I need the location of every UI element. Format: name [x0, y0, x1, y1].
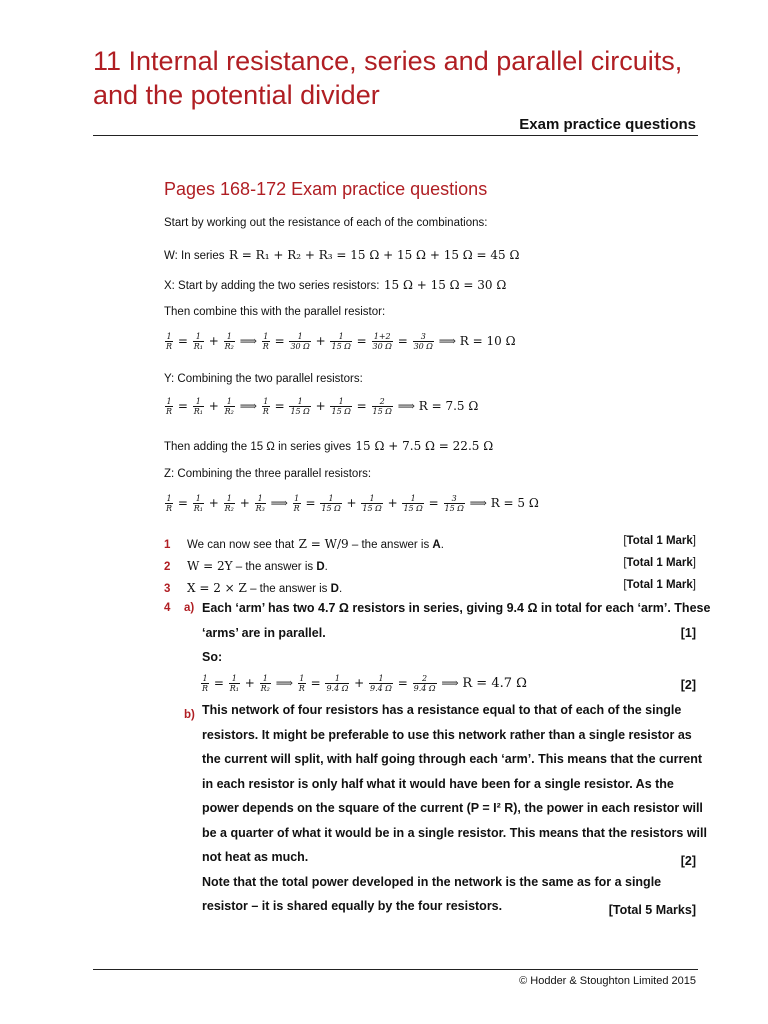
- y-text: Y: Combining the two parallel resistors:: [164, 373, 363, 385]
- fraction: $\frac{1}{15 \Omega}$: [331, 332, 351, 351]
- fraction: $\frac{2}{15 \Omega}$: [372, 397, 392, 416]
- answer-expression: X = 2 × Z: [187, 581, 247, 595]
- mark-total: [Total 1 Mark]: [623, 579, 696, 591]
- x-expression: 15 Ω + 15 Ω = 30 Ω: [383, 278, 507, 292]
- fraction: $\frac{1}{\text{R₂}}$: [260, 674, 270, 693]
- answer-letter: D: [316, 561, 325, 573]
- fraction: $\frac{1}{R}$: [298, 674, 305, 693]
- q4b-paragraph: [202, 703, 707, 924]
- mark-total: [Total 1 Mark]: [623, 557, 696, 569]
- paragraph-line: power depends on the square of the current (P = I² R), the power in each resistor will: [202, 801, 703, 815]
- fraction: $\frac{1+2}{30 \Omega}$: [372, 332, 392, 351]
- paragraph-line: be a quarter of what it would be in a single resistor. This means that the resistors will: [202, 825, 707, 840]
- equation-result: R = 5 Ω: [490, 496, 539, 510]
- fraction: $\frac{1}{9.4 \Omega}$: [326, 674, 349, 693]
- paragraph-line: not heat as much.: [202, 850, 309, 864]
- question-number: 2: [164, 561, 171, 573]
- question-number: 1: [164, 539, 171, 551]
- paragraph-line: the current will split, with half going through each ‘arm’. This means that the current: [202, 752, 703, 766]
- mark-total: [Total 1 Mark]: [623, 535, 696, 547]
- header-rule: [93, 135, 698, 136]
- answer-1: 1 We can now see that Z = W/9 – the answer is A.: [164, 537, 444, 551]
- paragraph-line: This network of four resistors has a resistance equal to that of each of the single: [202, 703, 682, 717]
- answer-2: 2 W = 2Y – the answer is D.: [164, 559, 328, 573]
- mark-2: [2]: [680, 678, 696, 692]
- fraction: $\frac{1}{\text{R₂}}$: [224, 332, 234, 351]
- section-title: Pages 168-172 Exam practice questions: [164, 179, 488, 199]
- question-number-4: 4: [164, 602, 171, 614]
- fraction: $\frac{1}{\text{R₂}}$: [224, 397, 234, 416]
- equation-x: $\frac{1}{R}$ = $\frac{1}{\text{R₁}}$ + $\frac{1}{\text{R₂}}$ ⟹ $\frac{1}{R}$ = $\frac{1}{30 \Omega}$ + $\frac{1}{15 \Omega}$ = $\frac{1+2}{30 \Omega}$ = $\frac{3}{30 \Omega}$ ⟹ R = 10 Ω: [166, 332, 516, 351]
- answer-expression: W = 2Y: [187, 559, 233, 573]
- equation-result: R = 7.5 Ω: [418, 399, 479, 413]
- equation-result: R = 4.7 Ω: [462, 676, 527, 691]
- fraction: $\frac{1}{\text{R₁}}$: [193, 494, 203, 513]
- fraction: $\frac{1}{R}$: [262, 332, 269, 351]
- paragraph-line: in each resistor is only half what it would have been for a single resistor. As the: [202, 776, 674, 791]
- fraction: $\frac{1}{\text{R₁}}$: [193, 397, 203, 416]
- series-label: Then adding the 15 Ω in series gives: [164, 441, 351, 453]
- combine-text: Then combine this with the parallel resistor:: [164, 306, 386, 318]
- series-expression: 15 Ω + 7.5 Ω = 22.5 Ω: [355, 439, 494, 453]
- x-label: X: Start by adding the two series resistors:: [164, 280, 380, 292]
- fraction: $\frac{1}{\text{R₂}}$: [224, 494, 234, 513]
- fraction: $\frac{3}{30 \Omega}$: [413, 332, 433, 351]
- fraction: $\frac{1}{15 \Omega}$: [362, 494, 382, 513]
- intro-text: Start by working out the resistance of each of the combinations:: [164, 217, 488, 229]
- fraction: $\frac{1}{R}$: [166, 397, 173, 416]
- answer-letter: D: [330, 583, 339, 595]
- fraction: $\frac{1}{9.4 \Omega}$: [370, 674, 392, 693]
- fraction: $\frac{1}{R}$: [166, 494, 173, 513]
- fraction: $\frac{1}{R}$: [262, 397, 269, 416]
- fraction: $\frac{1}{15 \Omega}$: [290, 397, 310, 416]
- w-expression: R = R₁ + R₂ + R₃ = 15 Ω + 15 Ω + 15 Ω = 45 Ω: [228, 248, 520, 262]
- q4a-line-2: ‘arms’ are in parallel.: [202, 626, 326, 640]
- mark-1: [1]: [680, 626, 696, 640]
- answer-letter: A: [432, 539, 441, 551]
- so-text: So:: [202, 650, 223, 664]
- series-line: [164, 437, 493, 455]
- header-subtitle: Exam practice questions: [519, 116, 696, 133]
- fraction: $\frac{1}{\text{R₁}}$: [193, 332, 203, 351]
- fraction: $\frac{1}{R}$: [166, 332, 173, 351]
- part-b-label: b): [184, 709, 195, 721]
- paragraph-line: resistor – it is shared equally by the four resistors.: [202, 899, 503, 913]
- fraction: $\frac{1}{15 \Omega}$: [403, 494, 423, 513]
- copyright: © Hodder & Stoughton Limited 2015: [519, 975, 696, 987]
- x-line: [164, 276, 506, 294]
- q4a-line-1: Each ‘arm’ has two 4.7 Ω resistors in series, giving 9.4 Ω in total for each ‘arm’. These: [202, 601, 711, 615]
- equation-q4a: $\frac{1}{R}$ = $\frac{1}{\text{R₁}}$ + $\frac{1}{\text{R₂}}$ ⟹ $\frac{1}{R}$ = $\frac{1}{9.4 \Omega}$ + $\frac{1}{9.4 \Omega}$ = $\frac{2}{9.4 \Omega}$ ⟹ R = 4.7 Ω: [202, 674, 527, 693]
- fraction: $\frac{3}{15 \Omega}$: [444, 494, 464, 513]
- fraction: $\frac{1}{\text{R₁}}$: [229, 674, 239, 693]
- equation-z: $\frac{1}{R}$ = $\frac{1}{\text{R₁}}$ + $\frac{1}{\text{R₂}}$ + $\frac{1}{\text{R₃}}$ ⟹ $\frac{1}{R}$ = $\frac{1}{15 \Omega}$ + $\frac{1}{15 \Omega}$ + $\frac{1}{15 \Omega}$ = $\frac{3}{15 \Omega}$ ⟹ R = 5 Ω: [166, 494, 539, 513]
- fraction: $\frac{2}{9.4 \Omega}$: [413, 674, 436, 693]
- answer-3: 3 X = 2 × Z – the answer is D.: [164, 581, 343, 595]
- fraction: $\frac{1}{R}$: [293, 494, 300, 513]
- footer-rule: [93, 969, 698, 970]
- fraction: $\frac{1}{R}$: [202, 674, 209, 693]
- part-a-label: a): [184, 602, 195, 614]
- chapter-title: 11 Internal resistance, series and parallel circuits, and the potential divider: [93, 46, 683, 110]
- question-number: 3: [164, 583, 171, 595]
- fraction: $\frac{1}{15 \Omega}$: [331, 397, 351, 416]
- mark-b: [2]: [680, 854, 696, 868]
- equation-result: R = 10 Ω: [459, 334, 516, 348]
- fraction: $\frac{1}{15 \Omega}$: [321, 494, 341, 513]
- equation-y: $\frac{1}{R}$ = $\frac{1}{\text{R₁}}$ + $\frac{1}{\text{R₂}}$ ⟹ $\frac{1}{R}$ = $\frac{1}{15 \Omega}$ + $\frac{1}{15 \Omega}$ = $\frac{2}{15 \Omega}$ ⟹ R = 7.5 Ω: [166, 397, 479, 416]
- paragraph-line: resistors. It might be preferable to use this network rather than a single resistor as: [202, 727, 692, 742]
- fraction: $\frac{1}{30 \Omega}$: [290, 332, 310, 351]
- mark-total-5: [Total 5 Marks]: [608, 903, 696, 917]
- z-text: Z: Combining the three parallel resistors:: [164, 468, 372, 480]
- fraction: $\frac{1}{\text{R₃}}$: [255, 494, 265, 513]
- paragraph-line: Note that the total power developed in the network is the same as for a single: [202, 874, 662, 889]
- answer-expression: Z = W/9: [298, 537, 349, 551]
- w-label: W: In series: [164, 250, 225, 262]
- w-line: [164, 246, 519, 264]
